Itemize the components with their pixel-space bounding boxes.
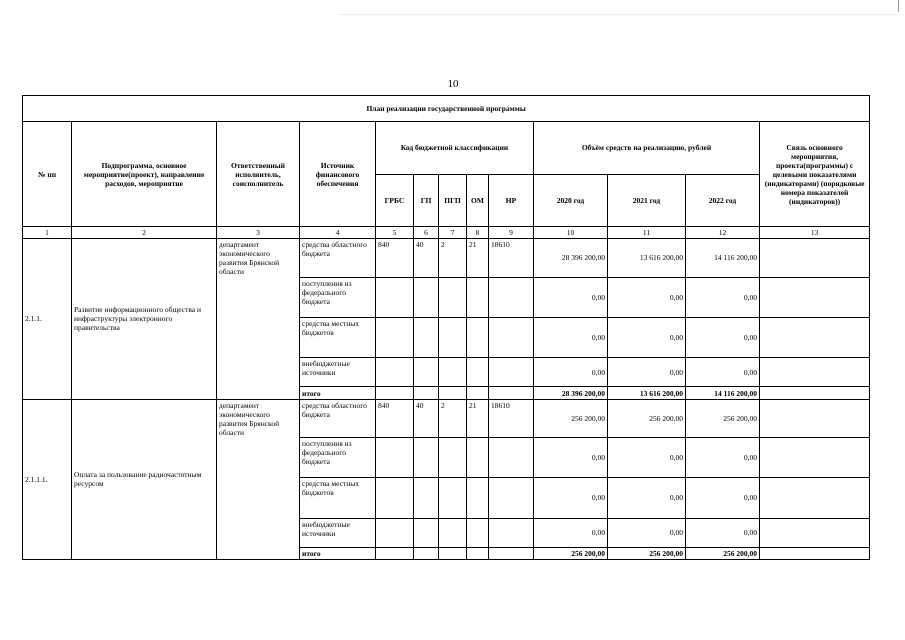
code-empty (414, 547, 439, 559)
code-pgp: 2 (439, 399, 467, 437)
funding-source: средства местных бюджетов (300, 317, 376, 357)
code-empty (467, 547, 489, 559)
table-title: План реализации государственной программы (23, 96, 870, 122)
code-grbs (376, 358, 414, 387)
executor: департамент экономического развития Брянской области (217, 239, 300, 399)
indicator-link (760, 358, 870, 387)
row-number: 2.1.1. (23, 239, 72, 399)
column-number: 3 (217, 227, 300, 239)
column-number: 5 (376, 227, 414, 239)
code-empty (376, 547, 414, 559)
indicator-link (760, 387, 870, 399)
total-y2020: 256 200,00 (534, 547, 608, 559)
amount-y2020: 0,00 (534, 317, 608, 357)
column-number: 10 (534, 227, 608, 239)
code-gp (414, 317, 439, 357)
header-2020: 2020 год (534, 174, 608, 226)
code-pgp: 2 (439, 239, 467, 277)
header-no: № пп (23, 122, 72, 227)
total-y2020: 28 396 200,00 (534, 387, 608, 399)
header-nr: НР (489, 174, 534, 226)
code-nr (489, 317, 534, 357)
indicator-link (760, 239, 870, 277)
header-grbs: ГРБС (376, 174, 414, 226)
amount-y2020: 0,00 (534, 437, 608, 477)
indicator-link (760, 518, 870, 547)
funding-source: внебюджетные источники (300, 358, 376, 387)
code-nr: 18610 (489, 239, 534, 277)
code-empty (489, 387, 534, 399)
code-nr: 18610 (489, 399, 534, 437)
code-om (467, 478, 489, 518)
code-gp (414, 358, 439, 387)
header-link: Связь основного мероприятия, проекта(программы) с целевыми показателями (индикаторами) (порядковые номера показателей (индикаторов)) (760, 122, 870, 227)
column-number: 13 (760, 227, 870, 239)
code-empty (467, 387, 489, 399)
amount-y2021: 0,00 (608, 317, 686, 357)
code-gp (414, 277, 439, 317)
code-om (467, 277, 489, 317)
table-row (23, 239, 870, 277)
indicator-link (760, 277, 870, 317)
column-number: 12 (686, 227, 760, 239)
code-empty (439, 387, 467, 399)
code-nr (489, 358, 534, 387)
amount-y2021: 0,00 (608, 518, 686, 547)
indicator-link (760, 547, 870, 559)
amount-y2020: 256 200,00 (534, 399, 608, 437)
header-subprogram: Подпрограмма, основное мероприятие(проект), направление расходов, мероприятие (72, 122, 217, 227)
header-2022: 2022 год (686, 174, 760, 226)
header-2021: 2021 год (608, 174, 686, 226)
table-row (23, 399, 870, 437)
executor: департамент экономического развития Брянской области (217, 399, 300, 559)
amount-y2022: 0,00 (686, 437, 760, 477)
funding-source: поступления из федерального бюджета (300, 277, 376, 317)
total-label: итого (300, 547, 376, 559)
amount-y2021: 0,00 (608, 478, 686, 518)
code-pgp (439, 437, 467, 477)
amount-y2020: 0,00 (534, 478, 608, 518)
code-om (467, 317, 489, 357)
funding-source: внебюджетные источники (300, 518, 376, 547)
code-grbs: 840 (376, 399, 414, 437)
code-grbs (376, 478, 414, 518)
code-pgp (439, 358, 467, 387)
column-number: 2 (72, 227, 217, 239)
measure-name: Развитие информационного общества и инфраструктуры электронного правительства (72, 239, 217, 399)
amount-y2021: 13 616 200,00 (608, 239, 686, 277)
header-om: ОМ (467, 174, 489, 226)
code-empty (414, 387, 439, 399)
funding-source: средства областного бюджета (300, 239, 376, 277)
code-om (467, 437, 489, 477)
funding-source: средства областного бюджета (300, 399, 376, 437)
amount-y2021: 256 200,00 (608, 399, 686, 437)
funding-source: поступления из федерального бюджета (300, 437, 376, 477)
code-grbs (376, 437, 414, 477)
code-pgp (439, 277, 467, 317)
amount-y2020: 0,00 (534, 277, 608, 317)
code-grbs (376, 317, 414, 357)
code-nr (489, 277, 534, 317)
amount-y2022: 0,00 (686, 518, 760, 547)
code-pgp (439, 518, 467, 547)
amount-y2022: 256 200,00 (686, 399, 760, 437)
header-gp: ГП (414, 174, 439, 226)
column-number: 9 (489, 227, 534, 239)
title-row (23, 96, 870, 122)
amount-y2021: 0,00 (608, 358, 686, 387)
column-number: 8 (467, 227, 489, 239)
scan-artifact-mark (898, 0, 899, 12)
code-empty (376, 387, 414, 399)
amount-y2022: 0,00 (686, 317, 760, 357)
measure-name: Оплата за пользование радиочастотным ресурсом (72, 399, 217, 559)
code-om: 21 (467, 399, 489, 437)
page-number: 10 (447, 78, 459, 90)
header-budget-code: Код бюджетной классификации (376, 122, 534, 174)
code-nr (489, 518, 534, 547)
header-pgp: ПГП (439, 174, 467, 226)
code-grbs (376, 518, 414, 547)
amount-y2022: 0,00 (686, 277, 760, 317)
code-pgp (439, 478, 467, 518)
indicator-link (760, 317, 870, 357)
indicator-link (760, 399, 870, 437)
scan-artifact (340, 14, 900, 21)
amount-y2022: 14 116 200,00 (686, 239, 760, 277)
code-gp (414, 518, 439, 547)
column-number-row (23, 227, 870, 239)
funding-source: средства местных бюджетов (300, 478, 376, 518)
header-executor: Ответственный исполнитель, соисполнитель (217, 122, 300, 227)
total-label: итого (300, 387, 376, 399)
column-number: 4 (300, 227, 376, 239)
amount-y2021: 0,00 (608, 277, 686, 317)
total-y2022: 14 116 200,00 (686, 387, 760, 399)
amount-y2020: 0,00 (534, 518, 608, 547)
code-empty (439, 547, 467, 559)
plan-table (22, 95, 870, 560)
column-number: 1 (23, 227, 72, 239)
indicator-link (760, 437, 870, 477)
header-funds: Объём средств на реализацию, рублей (534, 122, 760, 174)
code-gp: 40 (414, 399, 439, 437)
column-number: 6 (414, 227, 439, 239)
amount-y2020: 28 396 200,00 (534, 239, 608, 277)
code-gp: 40 (414, 239, 439, 277)
amount-y2022: 0,00 (686, 478, 760, 518)
code-om (467, 518, 489, 547)
code-nr (489, 437, 534, 477)
row-number: 2.1.1.1. (23, 399, 72, 559)
code-om (467, 358, 489, 387)
code-gp (414, 478, 439, 518)
column-number: 7 (439, 227, 467, 239)
header-row-1 (23, 122, 870, 174)
amount-y2020: 0,00 (534, 358, 608, 387)
code-gp (414, 437, 439, 477)
indicator-link (760, 478, 870, 518)
code-grbs: 840 (376, 239, 414, 277)
code-om: 21 (467, 239, 489, 277)
total-y2022: 256 200,00 (686, 547, 760, 559)
amount-y2022: 0,00 (686, 358, 760, 387)
amount-y2021: 0,00 (608, 437, 686, 477)
code-pgp (439, 317, 467, 357)
code-nr (489, 478, 534, 518)
total-y2021: 13 616 200,00 (608, 387, 686, 399)
code-empty (489, 547, 534, 559)
code-grbs (376, 277, 414, 317)
column-number: 11 (608, 227, 686, 239)
total-y2021: 256 200,00 (608, 547, 686, 559)
header-source: Источник финансового обеспечения (300, 122, 376, 227)
